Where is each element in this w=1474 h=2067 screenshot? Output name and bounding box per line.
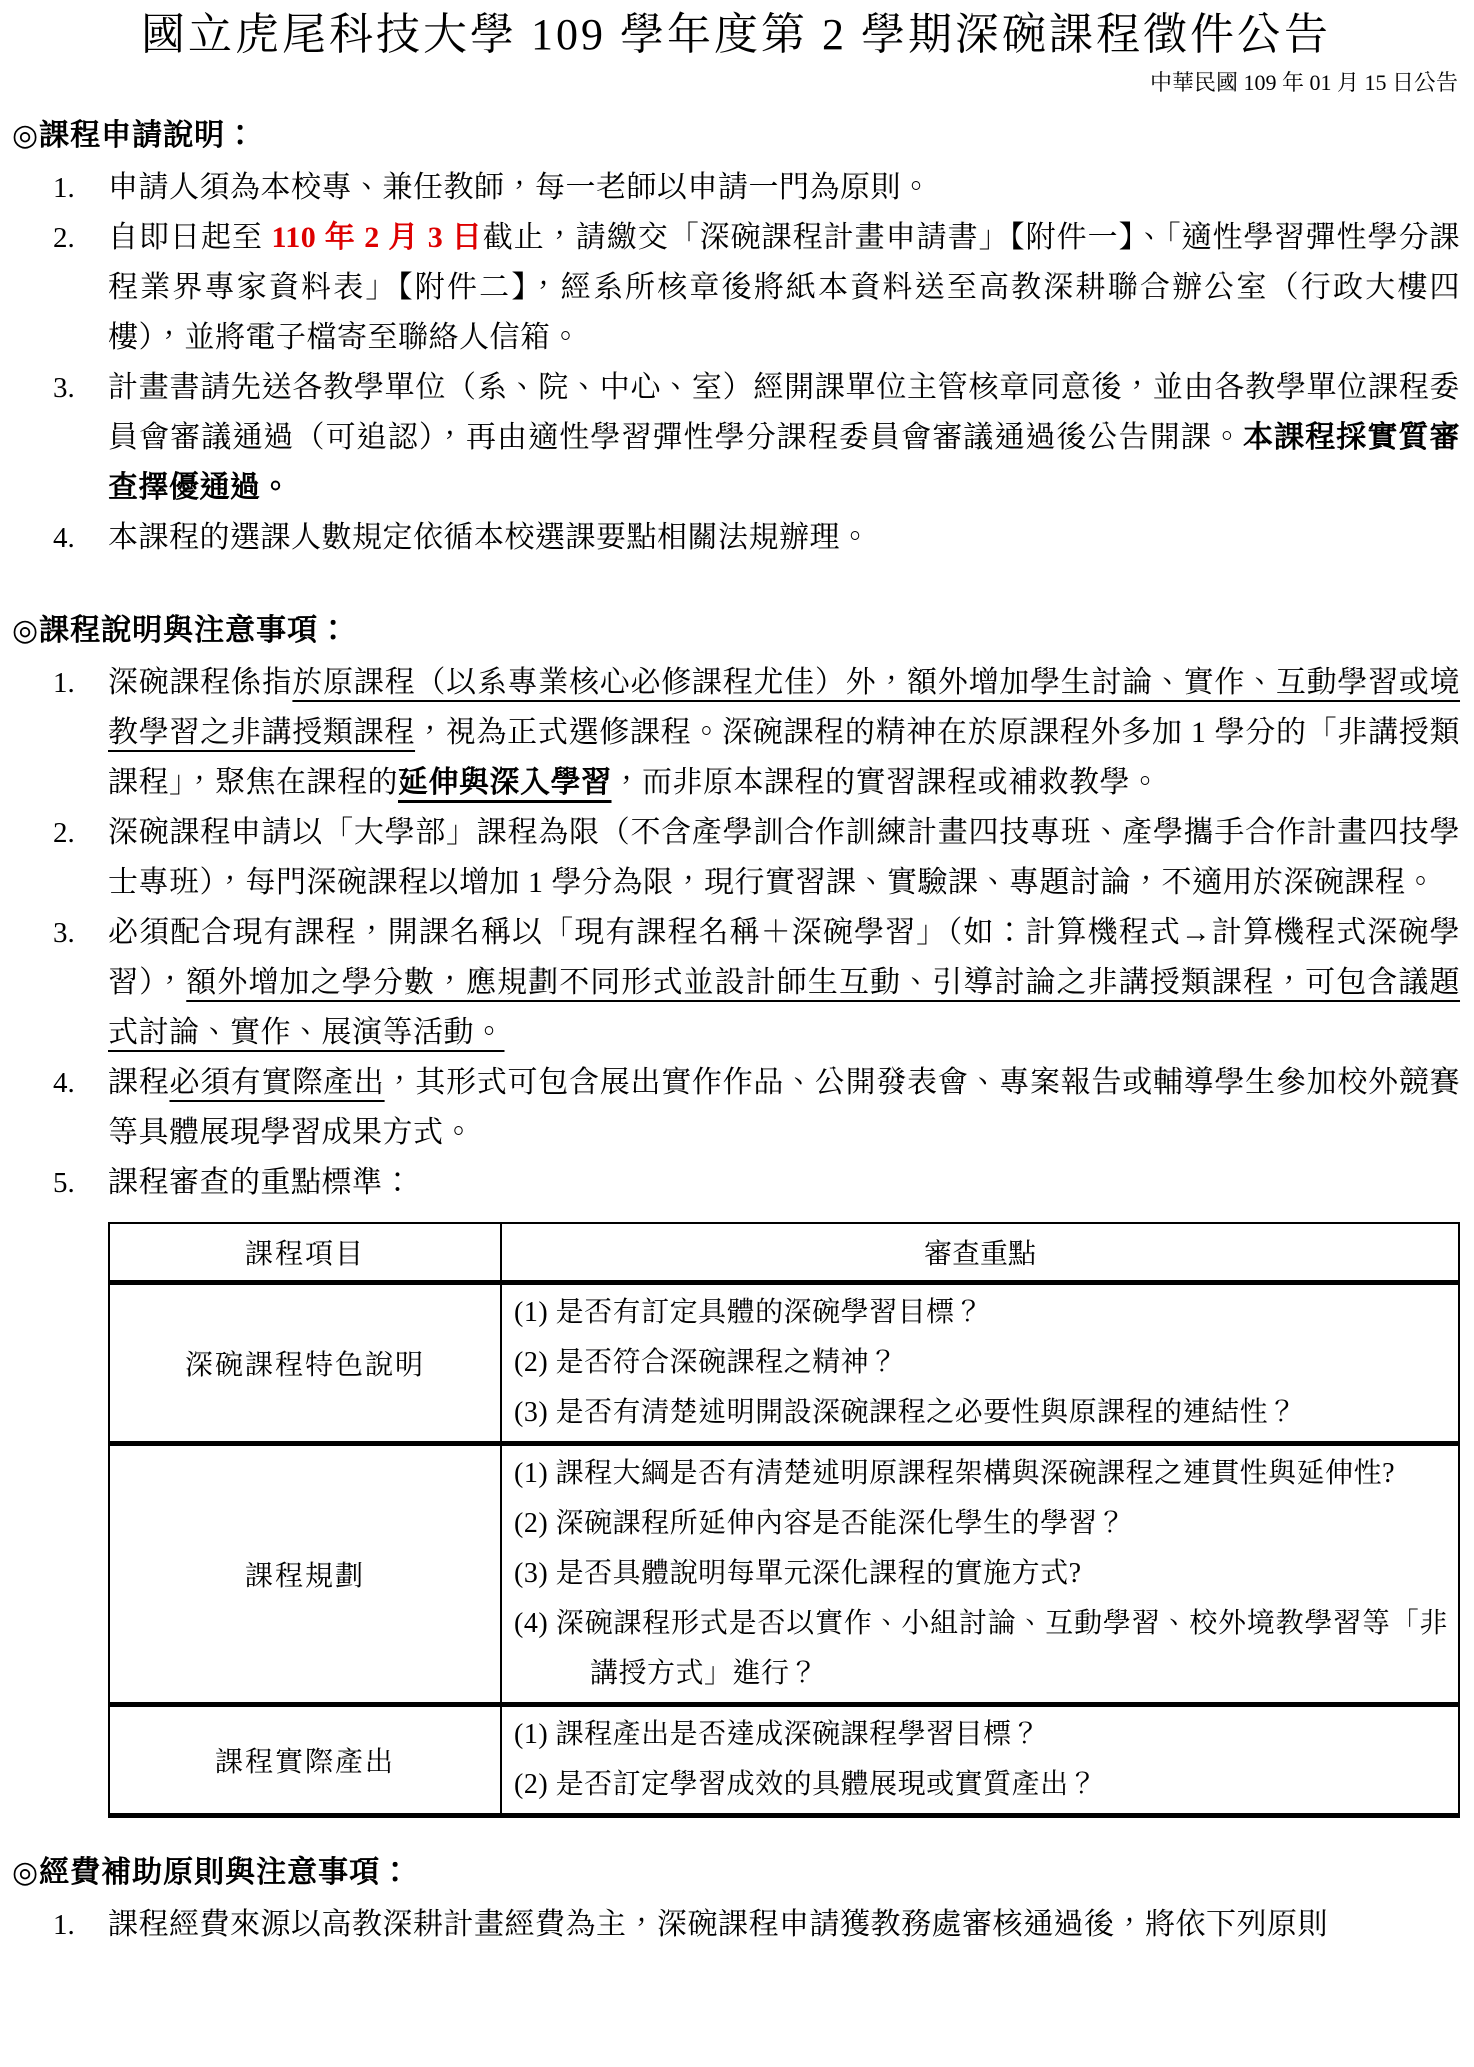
numbered-list	[53, 658, 1460, 1208]
review-point: (4) 深碗課程形式是否以實作、小組討論、互動學習、校外境教學習等「非講授方式」進行？	[514, 1608, 1448, 1689]
list-item	[53, 1058, 1460, 1158]
list-item-text	[108, 808, 1460, 908]
announcement-date: 中華民國 109 年 01 月 15 日公告	[1149, 70, 1458, 95]
bold-underlined-text: 延伸與深入學習	[398, 766, 612, 799]
text-segment: 本課程的選課人數規定依循本校選課要點相關法規辦理。	[108, 521, 871, 554]
table-row	[109, 1705, 1459, 1816]
table-header-row	[109, 1223, 1459, 1283]
column-header-course-item: 課程項目	[109, 1223, 501, 1283]
text-segment: 必須配合現有課程，開課名稱以「現有課程名稱＋深碗學習」（如：計算機程式→計算機程式深碗學習），	[108, 916, 1460, 999]
list-item-text	[108, 908, 1460, 1058]
section-course-notes	[12, 608, 1460, 1818]
text-segment: 自即日起至	[108, 221, 272, 254]
deadline-date-text: 110 年 2 月 3 日	[271, 221, 483, 254]
list-item-number: 2.	[53, 222, 75, 254]
list-item-number: 1.	[53, 667, 75, 699]
list-item-text	[108, 163, 1460, 213]
review-point: (1) 是否有訂定具體的深碗學習目標？	[514, 1297, 984, 1328]
section-funding-principles	[12, 1850, 1460, 1950]
text-segment: ，其形式可包含展出實作作品、公開發表會、專案報告或輔導學生參加校外競賽等具體展現學習成果方式。	[108, 1066, 1461, 1149]
review-point: (2) 是否訂定學習成效的具體展現或實質產出？	[514, 1769, 1098, 1800]
list-item	[53, 513, 1460, 563]
section-heading: ◎課程說明與注意事項：	[12, 614, 350, 647]
review-point: (1) 課程大綱是否有清楚述明原課程架構與深碗課程之連貫性與延伸性?	[514, 1458, 1396, 1489]
underlined-text: 必須有實際產出	[169, 1066, 385, 1099]
text-segment: ，而非原本課程的實習課程或補救教學。	[611, 766, 1161, 799]
text-segment: 課程	[108, 1066, 170, 1099]
list-item-text	[108, 1900, 1460, 1950]
list-item-number: 4.	[53, 1067, 75, 1099]
list-item-number: 3.	[53, 917, 75, 949]
review-point: (1) 課程產出是否達成深碗課程學習目標？	[514, 1719, 1041, 1750]
text-segment: 深碗課程係指	[108, 666, 293, 699]
row-points	[501, 1444, 1459, 1705]
list-item-text	[108, 363, 1460, 513]
list-item-number: 4.	[53, 522, 75, 554]
list-item	[53, 213, 1460, 363]
list-item	[53, 363, 1460, 513]
text-segment: 申請人須為本校專、兼任教師，每一老師以申請一門為原則。	[108, 171, 932, 204]
table-row	[109, 1444, 1459, 1705]
review-point: (3) 是否有清楚述明開設深碗課程之必要性與原課程的連結性？	[514, 1397, 1297, 1428]
page-title: 國立虎尾科技大學 109 學年度第 2 學期深碗課程徵件公告	[141, 10, 1331, 59]
list-item	[53, 1158, 1460, 1208]
review-criteria-table	[108, 1222, 1460, 1818]
list-item	[53, 658, 1460, 808]
text-segment: 課程經費來源以高教深耕計畫經費為主，深碗課程申請獲教務處審核通過後，將依下列原則	[108, 1908, 1328, 1941]
row-label: 課程實際產出	[109, 1705, 501, 1816]
list-item	[53, 908, 1460, 1058]
list-item-text	[108, 1058, 1460, 1158]
review-point: (3) 是否具體說明每單元深化課程的實施方式?	[514, 1558, 1082, 1589]
list-item-text	[108, 658, 1460, 808]
review-point: (2) 是否符合深碗課程之精神？	[514, 1347, 898, 1378]
list-item-number: 2.	[53, 817, 75, 849]
list-item-text	[108, 1158, 1460, 1208]
list-item	[53, 1900, 1460, 1950]
column-header-review-points: 審查重點	[923, 1239, 1036, 1270]
section-application-instructions	[12, 113, 1460, 563]
text-segment: 課程審查的重點標準：	[108, 1166, 413, 1199]
list-item-number: 1.	[53, 172, 75, 204]
list-item-number: 5.	[53, 1167, 75, 1199]
emphasized-text: 本課程採實質審查擇優通過。	[108, 421, 1461, 504]
row-points	[501, 1283, 1459, 1444]
numbered-list	[53, 1900, 1460, 1950]
list-item-number: 1.	[53, 1909, 75, 1941]
table-row	[109, 1283, 1459, 1444]
text-segment: 計畫書請先送各教學單位（系、院、中心、室）經開課單位主管核章同意後，並由各教學單位課程委員會審議通過（可追認），再由適性學習彈性學分課程委員會審議通過後公告開課。	[108, 371, 1460, 454]
review-point: (2) 深碗課程所延伸內容是否能深化學生的學習？	[514, 1508, 1126, 1539]
list-item	[53, 163, 1460, 213]
text-segment: 深碗課程申請以「大學部」課程為限（不含產學訓合作訓練計畫四技專班、產學攜手合作計畫四技學士專班），每門深碗課程以增加 1 學分為限，現行實習課、實驗課、專題討論，不適用於深碗課程。	[108, 816, 1460, 899]
underlined-text: 於原課程（以系專業核心必修課程尤佳）外，額外增加學生討論、實作、互動學習或境教學習之非講授類課程	[108, 666, 1461, 749]
numbered-list	[53, 163, 1460, 563]
row-points	[501, 1705, 1459, 1816]
list-item-text	[108, 213, 1460, 363]
section-heading: ◎課程申請說明：	[12, 119, 257, 152]
row-label: 深碗課程特色說明	[109, 1283, 501, 1444]
list-item-number: 3.	[53, 372, 75, 404]
list-item-text	[108, 513, 1460, 563]
section-heading: ◎經費補助原則與注意事項：	[12, 1856, 412, 1889]
list-item	[53, 808, 1460, 908]
text-segment: ，視為正式選修課程。深碗課程的精神在於原課程外多加 1 學分的「非講授類課程」，聚焦在課程的	[108, 716, 1461, 799]
text-segment: 截止，請繳交「深碗課程計畫申請書」【附件一】、「適性學習彈性學分課程業界專家資料表」【附件二】，經系所核章後將紙本資料送至高教深耕聯合辦公室（行政大樓四樓），並將電子檔寄至聯絡人信箱。	[108, 221, 1460, 354]
row-label: 課程規劃	[109, 1444, 501, 1705]
underlined-text: 額外增加之學分數，應規劃不同形式並設計師生互動、引導討論之非講授類課程，可包含議題式討論、實作、展演等活動。	[108, 966, 1461, 1049]
